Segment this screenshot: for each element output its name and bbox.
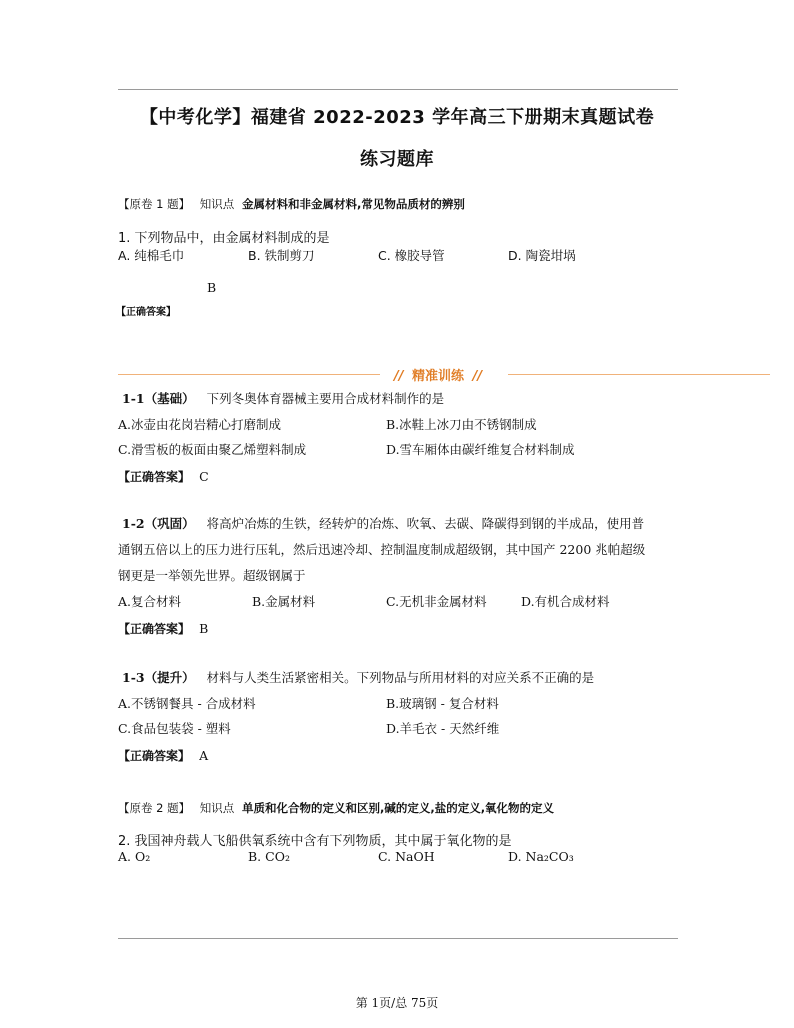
q1-option-b: B. 铁制剪刀: [248, 248, 315, 263]
training-header: [394, 365, 482, 384]
t1-stem-line: [122, 389, 444, 407]
document-title: 【中考化学】福建省 2022-2023 学年高三下册期末真题试卷: [139, 107, 655, 128]
q2-option-d: D. Na₂CO₃: [508, 849, 574, 864]
q1-option-c: C. 橡胶导管: [378, 248, 445, 263]
t1-answer: [118, 466, 209, 485]
t2-option-d: D.有机合成材料: [521, 594, 610, 609]
t2-stem: [118, 511, 658, 589]
t2-answer-value: B: [199, 621, 209, 636]
q1-kp-label: 知识点: [199, 197, 235, 211]
t3-option-d: D.羊毛衣 - 天然纤维: [386, 721, 500, 736]
t2-stem-text1: 将高炉冶炼的生铁，经转炉的冶炼、吹氧、去碳、降碳得到钢的半成品，使用普: [206, 516, 645, 531]
t3-stem-line: [122, 668, 594, 686]
q2-kp-text: 单质和化合物的定义和区别,碱的定义,盐的定义,氧化物的定义: [241, 801, 555, 815]
t1-answer-value: C: [199, 469, 209, 484]
training-label: 精准训练: [412, 369, 465, 384]
q1-option-a: A. 纯棉毛巾: [118, 248, 185, 263]
t2-tag: 1-2（巩固）: [122, 516, 195, 531]
q2-kp-label: 知识点: [199, 801, 235, 815]
t2-answer: [118, 618, 208, 637]
t3-tag: 1-3（提升）: [122, 670, 195, 685]
q1-source: 【原卷 1 题】: [118, 197, 191, 211]
q1-answer-value: B: [207, 280, 217, 295]
q2-stem: 2. 我国神舟载人飞船供氧系统中含有下列物质，其中属于氧化物的是: [118, 834, 512, 849]
training-line-left: [118, 374, 380, 375]
training-line-right: [508, 374, 770, 375]
document-subtitle: 练习题库: [360, 149, 434, 170]
q1-stem: 1. 下列物品中，由金属材料制成的是: [118, 231, 330, 246]
t1-option-a: A.冰壶由花岗岩精心打磨制成: [118, 417, 282, 432]
q1-option-d: D. 陶瓷坩埚: [508, 248, 576, 263]
q2-option-a: A. O₂: [118, 849, 151, 864]
q2-knowledge-point: [118, 800, 554, 816]
t1-option-d: D.雪车厢体由碳纤维复合材料制成: [386, 442, 575, 457]
slash-icon: //: [394, 369, 404, 384]
q2-option-b: B. CO₂: [248, 849, 290, 864]
t1-option-b: B.冰鞋上冰刀由不锈钢制成: [386, 417, 537, 432]
t2-answer-label: 【正确答案】: [118, 622, 191, 636]
t2-stem-line3: 钢更是一举领先世界。超级钢属于: [118, 568, 306, 583]
t3-option-b: B.玻璃钢 - 复合材料: [386, 696, 499, 711]
t2-stem-line1: [118, 511, 658, 537]
footer-rule: [118, 938, 678, 939]
t1-stem: 下列冬奥体育器械主要用合成材料制作的是: [206, 391, 445, 406]
q2-option-c: C. NaOH: [378, 849, 435, 864]
q1-knowledge-point: [118, 196, 465, 212]
t2-option-c: C.无机非金属材料: [386, 594, 487, 609]
t3-answer-value: A: [199, 748, 209, 763]
t1-tag: 1-1（基础）: [122, 391, 195, 406]
t1-option-c: C.滑雪板的板面由聚乙烯塑料制成: [118, 442, 307, 457]
page-number: 第 1页/总 75页: [355, 996, 439, 1010]
t1-answer-label: 【正确答案】: [118, 470, 191, 484]
t3-answer: [118, 745, 208, 764]
t3-answer-label: 【正确答案】: [118, 749, 191, 763]
t3-option-a: A.不锈钢餐具 - 合成材料: [118, 696, 256, 711]
header-rule: [118, 89, 678, 90]
q1-kp-text: 金属材料和非金属材料,常见物品质材的辨别: [241, 197, 465, 211]
t2-stem-line2: 通钢五倍以上的压力进行压轧，然后迅速冷却、控制温度制成超级钢，其中国产 2200 兆帕超级: [118, 542, 646, 557]
q1-answer-label: 【正确答案】: [116, 307, 176, 318]
t3-stem: 材料与人类生活紧密相关。下列物品与所用材料的对应关系不正确的是: [206, 670, 595, 685]
q2-source: 【原卷 2 题】: [118, 801, 191, 815]
t2-option-a: A.复合材料: [118, 594, 182, 609]
t2-option-b: B.金属材料: [252, 594, 316, 609]
slash-icon: //: [472, 369, 483, 384]
t3-option-c: C.食品包装袋 - 塑料: [118, 721, 231, 736]
